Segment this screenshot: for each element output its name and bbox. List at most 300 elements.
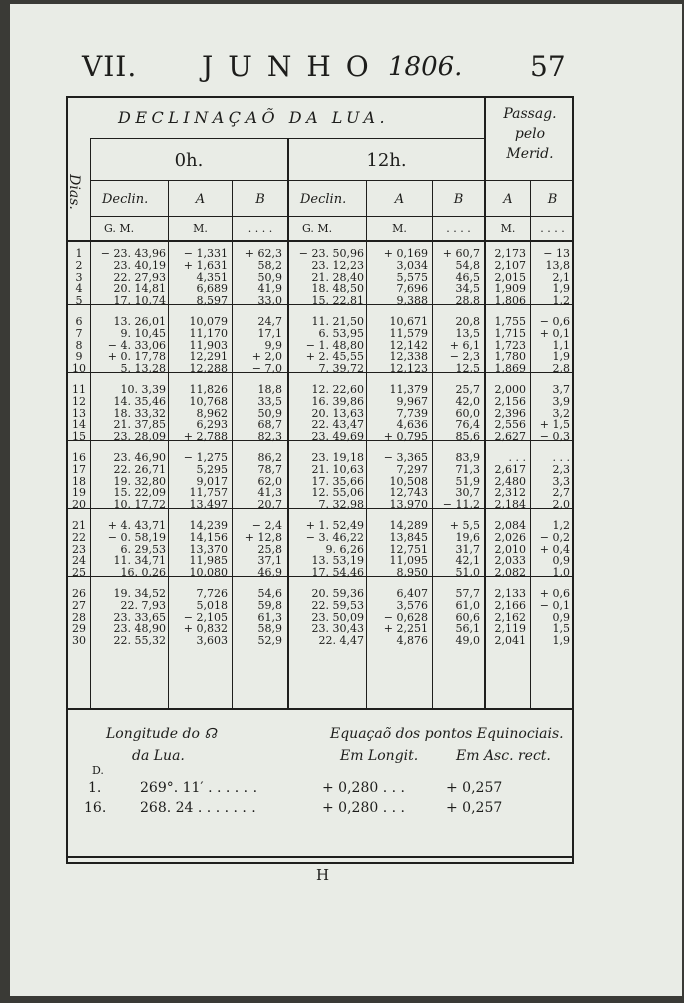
table-cell: 13. 53,19: [311, 554, 364, 568]
col-a-0-values: [172, 316, 228, 375]
table-cell: 2,3: [552, 462, 570, 476]
table-cell: 60,0: [455, 406, 480, 420]
table-cell: 9. 6,26: [325, 542, 364, 556]
table-cell: 1,2: [552, 519, 570, 532]
almanac-page: [10, 4, 682, 996]
col-b-12-values: [436, 316, 480, 375]
rule-a12: [366, 180, 367, 708]
col-b-12-values: [436, 520, 480, 579]
table-cell: 2,107: [494, 258, 526, 272]
table-cell: 13,5: [455, 326, 480, 340]
table-cell: 9,017: [196, 474, 228, 488]
col-b-0-values: [236, 316, 282, 375]
table-cell: 4,351: [196, 270, 228, 284]
table-cell: 1,909: [494, 282, 526, 296]
table-cell: 12. 55,06: [311, 486, 364, 500]
table-cell: − 1,331: [183, 247, 228, 260]
col-dias: [70, 316, 88, 375]
table-cell: − 0,628: [383, 610, 428, 624]
table-cell: 27: [72, 598, 86, 612]
table-cell: 8,962: [196, 406, 228, 420]
table-cell: 22. 4,47: [318, 634, 364, 648]
table-cell: − 0,2: [539, 530, 570, 544]
table-cell: − 0. 58,19: [107, 530, 166, 544]
table-cell: 25: [72, 566, 86, 580]
table-cell: 1,2: [552, 294, 570, 308]
table-cell: 8,950: [396, 566, 428, 580]
table-cell: 22. 55,32: [113, 634, 166, 648]
rule-passag: [484, 98, 486, 708]
table-cell: 22. 7,93: [120, 598, 166, 612]
dias-label: Dias.: [65, 174, 82, 210]
table-cell: 25,8: [257, 542, 282, 556]
table-cell: 62,0: [257, 474, 282, 488]
table-cell: 3,3: [552, 474, 570, 488]
hour-12-heading: 12h.: [366, 150, 407, 171]
table-cell: 11,903: [189, 338, 228, 352]
hour-0-heading: 0h.: [174, 150, 204, 171]
table-cell: 20: [72, 498, 86, 512]
table-cell: 2,173: [494, 247, 526, 260]
footer-asc: + 0,257: [446, 800, 503, 816]
table-cell: + 1,5: [539, 418, 570, 432]
col-a-passag: A: [503, 192, 513, 207]
table-cell: − 13: [543, 247, 570, 260]
table-cell: 2,166: [494, 598, 526, 612]
table-cell: + 0,169: [383, 247, 428, 260]
table-cell: 46,5: [455, 270, 480, 284]
col-pa-values: [488, 384, 526, 443]
table-cell: 1,0: [552, 566, 570, 580]
col-declin-12-values: [292, 248, 364, 307]
table-cell: 16: [72, 451, 86, 464]
table-cell: + 0,4: [539, 542, 570, 556]
col-dias: [70, 452, 88, 511]
table-title: DECLINAÇAÕ DA LUA.: [118, 108, 390, 127]
table-cell: 2,084: [494, 519, 526, 532]
table-cell: − 23. 43,96: [100, 247, 166, 260]
table-cell: − 7,0: [251, 362, 282, 376]
col-dias: [70, 588, 88, 647]
table-cell: 22. 59,53: [311, 598, 364, 612]
table-cell: 52,9: [257, 634, 282, 648]
table-cell: 11: [72, 383, 86, 396]
table-cell: 6,407: [396, 587, 428, 600]
table-cell: 9,967: [396, 394, 428, 408]
table-cell: 14,156: [189, 530, 228, 544]
table-cell: − 4. 33,06: [107, 338, 166, 352]
table-cell: 17. 10,74: [113, 294, 166, 308]
col-declin-0-values: [94, 452, 166, 511]
table-cell: 10,080: [189, 566, 228, 580]
table-cell: + 0,6: [539, 587, 570, 600]
table-cell: 76,4: [455, 418, 480, 432]
col-b-12-values: [436, 384, 480, 443]
table-cell: 2,312: [494, 486, 526, 500]
col-declin-12-values: [292, 520, 364, 579]
col-a-0-values: [172, 384, 228, 443]
col-declin-0-values: [94, 520, 166, 579]
table-cell: 23. 28,09: [113, 430, 166, 444]
longitude-label-2: da Lua.: [132, 748, 185, 764]
table-cell: 1: [75, 247, 83, 260]
table-cell: 3,2: [552, 406, 570, 420]
table-cell: 1,780: [494, 350, 526, 364]
footer-rule: [66, 856, 574, 858]
table-cell: − 1,275: [183, 451, 228, 464]
col-b-12-values: [436, 588, 480, 647]
col-a-0-values: [172, 588, 228, 647]
table-cell: 20,8: [455, 315, 480, 328]
col-declin-12-values: [292, 384, 364, 443]
table-cell: 7,726: [196, 587, 228, 600]
table-cell: 2,156: [494, 394, 526, 408]
table-cell: 30,7: [455, 486, 480, 500]
table-cell: 2,119: [494, 622, 526, 636]
table-cell: 2,184: [494, 498, 526, 512]
table-cell: 2,0: [552, 498, 570, 512]
col-pb-values: [534, 248, 570, 307]
col-declin-12-values: [292, 316, 364, 375]
rule-hour: [90, 180, 574, 181]
table-cell: 12,5: [455, 362, 480, 376]
table-cell: 37,1: [257, 554, 282, 568]
table-cell: 17. 35,66: [311, 474, 364, 488]
table-cell: 19. 32,80: [113, 474, 166, 488]
table-cell: 10. 17,72: [113, 498, 166, 512]
table-cell: 21. 10,63: [311, 462, 364, 476]
table-cell: 13,497: [189, 498, 228, 512]
table-cell: 9: [75, 350, 83, 364]
passag-label: Passag. pelo Merid.: [503, 106, 557, 162]
table-cell: − 1. 48,80: [305, 338, 364, 352]
col-a-0-values: [172, 452, 228, 511]
table-cell: 3,9: [552, 394, 570, 408]
table-cell: + 6,1: [449, 338, 480, 352]
table-cell: 23. 46,90: [113, 451, 166, 464]
table-cell: 26: [72, 587, 86, 600]
page-header: [10, 50, 682, 90]
table-cell: 22. 27,93: [113, 270, 166, 284]
table-cell: 16. 39,86: [311, 394, 364, 408]
unit-gm-0: G. M.: [104, 222, 135, 235]
col-declin-0-values: [94, 384, 166, 443]
table-cell: 13: [72, 406, 86, 420]
table-cell: 2,000: [494, 383, 526, 396]
col-pa-values: [488, 316, 526, 375]
table-cell: 54,6: [257, 587, 282, 600]
table-cell: 15. 22,09: [113, 486, 166, 500]
rule-pb: [530, 180, 531, 708]
rule-b12: [432, 180, 433, 708]
table-cell: 15: [72, 430, 86, 444]
table-cell: + 0. 17,78: [107, 350, 166, 364]
col-b-0-values: [236, 384, 282, 443]
table-cell: 11,095: [389, 554, 428, 568]
signature-mark: H: [316, 866, 330, 884]
col-declin-0-values: [94, 316, 166, 375]
col-dias: [70, 384, 88, 443]
table-cell: 7. 32,98: [318, 498, 364, 512]
table-cell: 20,7: [257, 498, 282, 512]
unit-m-passag: M.: [500, 222, 516, 235]
table-cell: 12,288: [189, 362, 228, 376]
table-cell: 3: [75, 270, 83, 284]
table-cell: . . .: [508, 451, 526, 464]
table-cell: 28,8: [455, 294, 480, 308]
footer-longit: + 0,280 . . .: [322, 780, 405, 796]
table-cell: − 2,105: [183, 610, 228, 624]
footer-row: [88, 780, 101, 796]
table-cell: 5. 13,28: [120, 362, 166, 376]
table-cell: + 2. 45,55: [305, 350, 364, 364]
rule-a0: [168, 180, 169, 708]
table-cell: 23. 49,69: [311, 430, 364, 444]
table-cell: + 5,5: [449, 519, 480, 532]
table-cell: 18,8: [257, 383, 282, 396]
table-cell: − 0,6: [539, 315, 570, 328]
table-cell: 41,9: [257, 282, 282, 296]
table-cell: 7. 39,72: [318, 362, 364, 376]
table-cell: 61,0: [455, 598, 480, 612]
table-cell: 10,768: [189, 394, 228, 408]
table-cell: . . .: [552, 451, 570, 464]
table-cell: 13,370: [189, 542, 228, 556]
rule-dias: [90, 138, 91, 708]
equacao-label: Equaçaõ dos pontos Equinociais.: [330, 726, 564, 742]
rule-b0: [232, 180, 233, 708]
col-pa-values: [488, 248, 526, 307]
table-cell: 3,7: [552, 383, 570, 396]
em-asc-label: Em Asc. rect.: [456, 748, 551, 764]
table-cell: 10. 3,39: [120, 383, 166, 396]
col-dias: [70, 520, 88, 579]
footer-row: [84, 800, 106, 816]
table-cell: 33,5: [257, 394, 282, 408]
table-cell: − 3. 46,22: [305, 530, 364, 544]
rule-units: [68, 240, 574, 242]
table-cell: + 60,7: [442, 247, 480, 260]
col-pa-values: [488, 452, 526, 511]
footer-day: 1.: [88, 780, 102, 796]
table-cell: + 12,8: [244, 530, 282, 544]
table-cell: 12. 22,60: [311, 383, 364, 396]
table-cell: 29: [72, 622, 86, 636]
table-cell: 10,079: [189, 315, 228, 328]
table-cell: 4,636: [396, 418, 428, 432]
col-b-12: B: [453, 192, 464, 207]
table-cell: 3,034: [396, 258, 428, 272]
table-cell: 54,8: [455, 258, 480, 272]
col-b-0-values: [236, 520, 282, 579]
col-pa-values: [488, 588, 526, 647]
table-cell: − 11,2: [442, 498, 480, 512]
table-cell: 24: [72, 554, 86, 568]
table-cell: 23. 50,09: [311, 610, 364, 624]
table-cell: 58,2: [257, 258, 282, 272]
table-cell: 20. 13,63: [311, 406, 364, 420]
section-number: VII.: [82, 50, 138, 83]
table-cell: 1,9: [552, 350, 570, 364]
table-cell: 51,0: [455, 566, 480, 580]
col-a-12-values: [370, 588, 428, 647]
table-cell: 0,9: [552, 610, 570, 624]
table-cell: 17,1: [257, 326, 282, 340]
table-cell: 18: [72, 474, 86, 488]
unit-dots-passag: . . . .: [540, 222, 565, 235]
table-cell: 1,9: [552, 282, 570, 296]
table-cell: 9,388: [396, 294, 428, 308]
col-b-0-values: [236, 248, 282, 307]
footer-longit: + 0,280 . . .: [322, 800, 405, 816]
table-cell: − 2,4: [251, 519, 282, 532]
table-cell: − 3,365: [383, 451, 428, 464]
table-cell: 8,597: [196, 294, 228, 308]
table-cell: 22. 43,47: [311, 418, 364, 432]
table-cell: − 23. 50,96: [298, 247, 364, 260]
table-cell: 2,033: [494, 554, 526, 568]
table-cell: 23. 40,19: [113, 258, 166, 272]
table-cell: 10: [72, 362, 86, 376]
table-cell: 5,018: [196, 598, 228, 612]
col-a-12-values: [370, 248, 428, 307]
table-cell: + 62,3: [244, 247, 282, 260]
table-cell: + 0,832: [183, 622, 228, 636]
table-cell: 23. 12,23: [311, 258, 364, 272]
page-number: 57: [530, 50, 566, 83]
table-cell: 20. 14,81: [113, 282, 166, 296]
table-cell: + 1,631: [183, 258, 228, 272]
table-cell: 21: [72, 519, 86, 532]
table-cell: 2,396: [494, 406, 526, 420]
table-cell: 2,010: [494, 542, 526, 556]
table-cell: 12: [72, 394, 86, 408]
col-a-0-values: [172, 248, 228, 307]
table-cell: 57,7: [455, 587, 480, 600]
col-declin-12-values: [292, 588, 364, 647]
table-cell: 11,579: [389, 326, 428, 340]
table-cell: 6. 29,53: [120, 542, 166, 556]
table-cell: 1,715: [494, 326, 526, 340]
d-label: D.: [92, 764, 104, 777]
table-cell: 50,9: [257, 270, 282, 284]
month-title: JUNHO: [202, 50, 384, 83]
table-cell: 11. 21,50: [311, 315, 364, 328]
table-cell: 34,5: [455, 282, 480, 296]
table-cell: − 0,3: [539, 430, 570, 444]
table-cell: 2,617: [494, 462, 526, 476]
rule-col-heads: [90, 216, 574, 217]
table-cell: 2,026: [494, 530, 526, 544]
table-cell: 49,0: [455, 634, 480, 648]
table-cell: 11,826: [189, 383, 228, 396]
table-cell: 50,9: [257, 406, 282, 420]
table-cell: 19. 34,52: [113, 587, 166, 600]
table-cell: 13. 26,01: [113, 315, 166, 328]
table-cell: 23. 33,65: [113, 610, 166, 624]
table-cell: 82,3: [257, 430, 282, 444]
table-cell: 12,142: [389, 338, 428, 352]
col-b-passag: B: [547, 192, 558, 207]
table-cell: 13,970: [389, 498, 428, 512]
table-cell: 2,8: [552, 362, 570, 376]
table-cell: 2,133: [494, 587, 526, 600]
table-cell: 68,7: [257, 418, 282, 432]
table-cell: 10,671: [389, 315, 428, 328]
table-cell: 56,1: [455, 622, 480, 636]
table-cell: + 0,1: [539, 326, 570, 340]
table-cell: 5,295: [196, 462, 228, 476]
table-cell: 1,755: [494, 315, 526, 328]
table-cell: 11. 34,71: [113, 554, 166, 568]
table-cell: 2,015: [494, 270, 526, 284]
table-cell: 12,291: [189, 350, 228, 364]
table-cell: 13,8: [545, 258, 570, 272]
table-cell: 25,7: [455, 383, 480, 396]
col-a-12-values: [370, 384, 428, 443]
table-cell: 20. 59,36: [311, 587, 364, 600]
table-cell: 78,7: [257, 462, 282, 476]
unit-gm-12: G. M.: [302, 222, 333, 235]
col-a-12-values: [370, 452, 428, 511]
table-cell: 1,806: [494, 294, 526, 308]
unit-dots-0: . . . .: [247, 222, 273, 235]
table-cell: 1,869: [494, 362, 526, 376]
table-cell: 16. 0,26: [120, 566, 166, 580]
table-cell: 12,123: [389, 362, 428, 376]
table-cell: 5: [75, 294, 83, 308]
longitude-label-1: Longitude do ☊: [106, 726, 217, 742]
table-cell: + 2,0: [251, 350, 282, 364]
table-cell: 4,876: [396, 634, 428, 648]
table-cell: 10,508: [389, 474, 428, 488]
table-cell: 2,1: [552, 270, 570, 284]
table-cell: 12,743: [389, 486, 428, 500]
table-cell: 2,041: [494, 634, 526, 648]
table-cell: 19: [72, 486, 86, 500]
table-cell: 6,689: [196, 282, 228, 296]
table-cell: 22. 26,71: [113, 462, 166, 476]
col-a-12-values: [370, 520, 428, 579]
col-b-0: B: [255, 192, 265, 207]
col-b-0-values: [236, 588, 282, 647]
table-cell: 22: [72, 530, 86, 544]
table-cell: − 0,1: [539, 598, 570, 612]
table-cell: 15. 22,81: [311, 294, 364, 308]
table-cell: 31,7: [455, 542, 480, 556]
table-cell: 21. 37,85: [113, 418, 166, 432]
table-cell: 46,9: [257, 566, 282, 580]
unit-m-0: M.: [193, 222, 208, 235]
table-cell: 60,6: [455, 610, 480, 624]
table-cell: 4: [75, 282, 83, 296]
table-cell: + 2,788: [183, 430, 228, 444]
col-pa-values: [488, 520, 526, 579]
table-cell: 58,9: [257, 622, 282, 636]
col-pb-values: [534, 588, 570, 647]
unit-m-12: M.: [392, 222, 407, 235]
col-pb-values: [534, 452, 570, 511]
table-cell: + 2,251: [383, 622, 428, 636]
col-pb-values: [534, 520, 570, 579]
table-cell: 17: [72, 462, 86, 476]
table-cell: 14. 35,46: [113, 394, 166, 408]
rule-table-bottom: [68, 708, 574, 710]
table-cell: 71,3: [455, 462, 480, 476]
table-cell: 7,696: [396, 282, 428, 296]
table-cell: 2: [75, 258, 83, 272]
table-cell: 83,9: [455, 451, 480, 464]
